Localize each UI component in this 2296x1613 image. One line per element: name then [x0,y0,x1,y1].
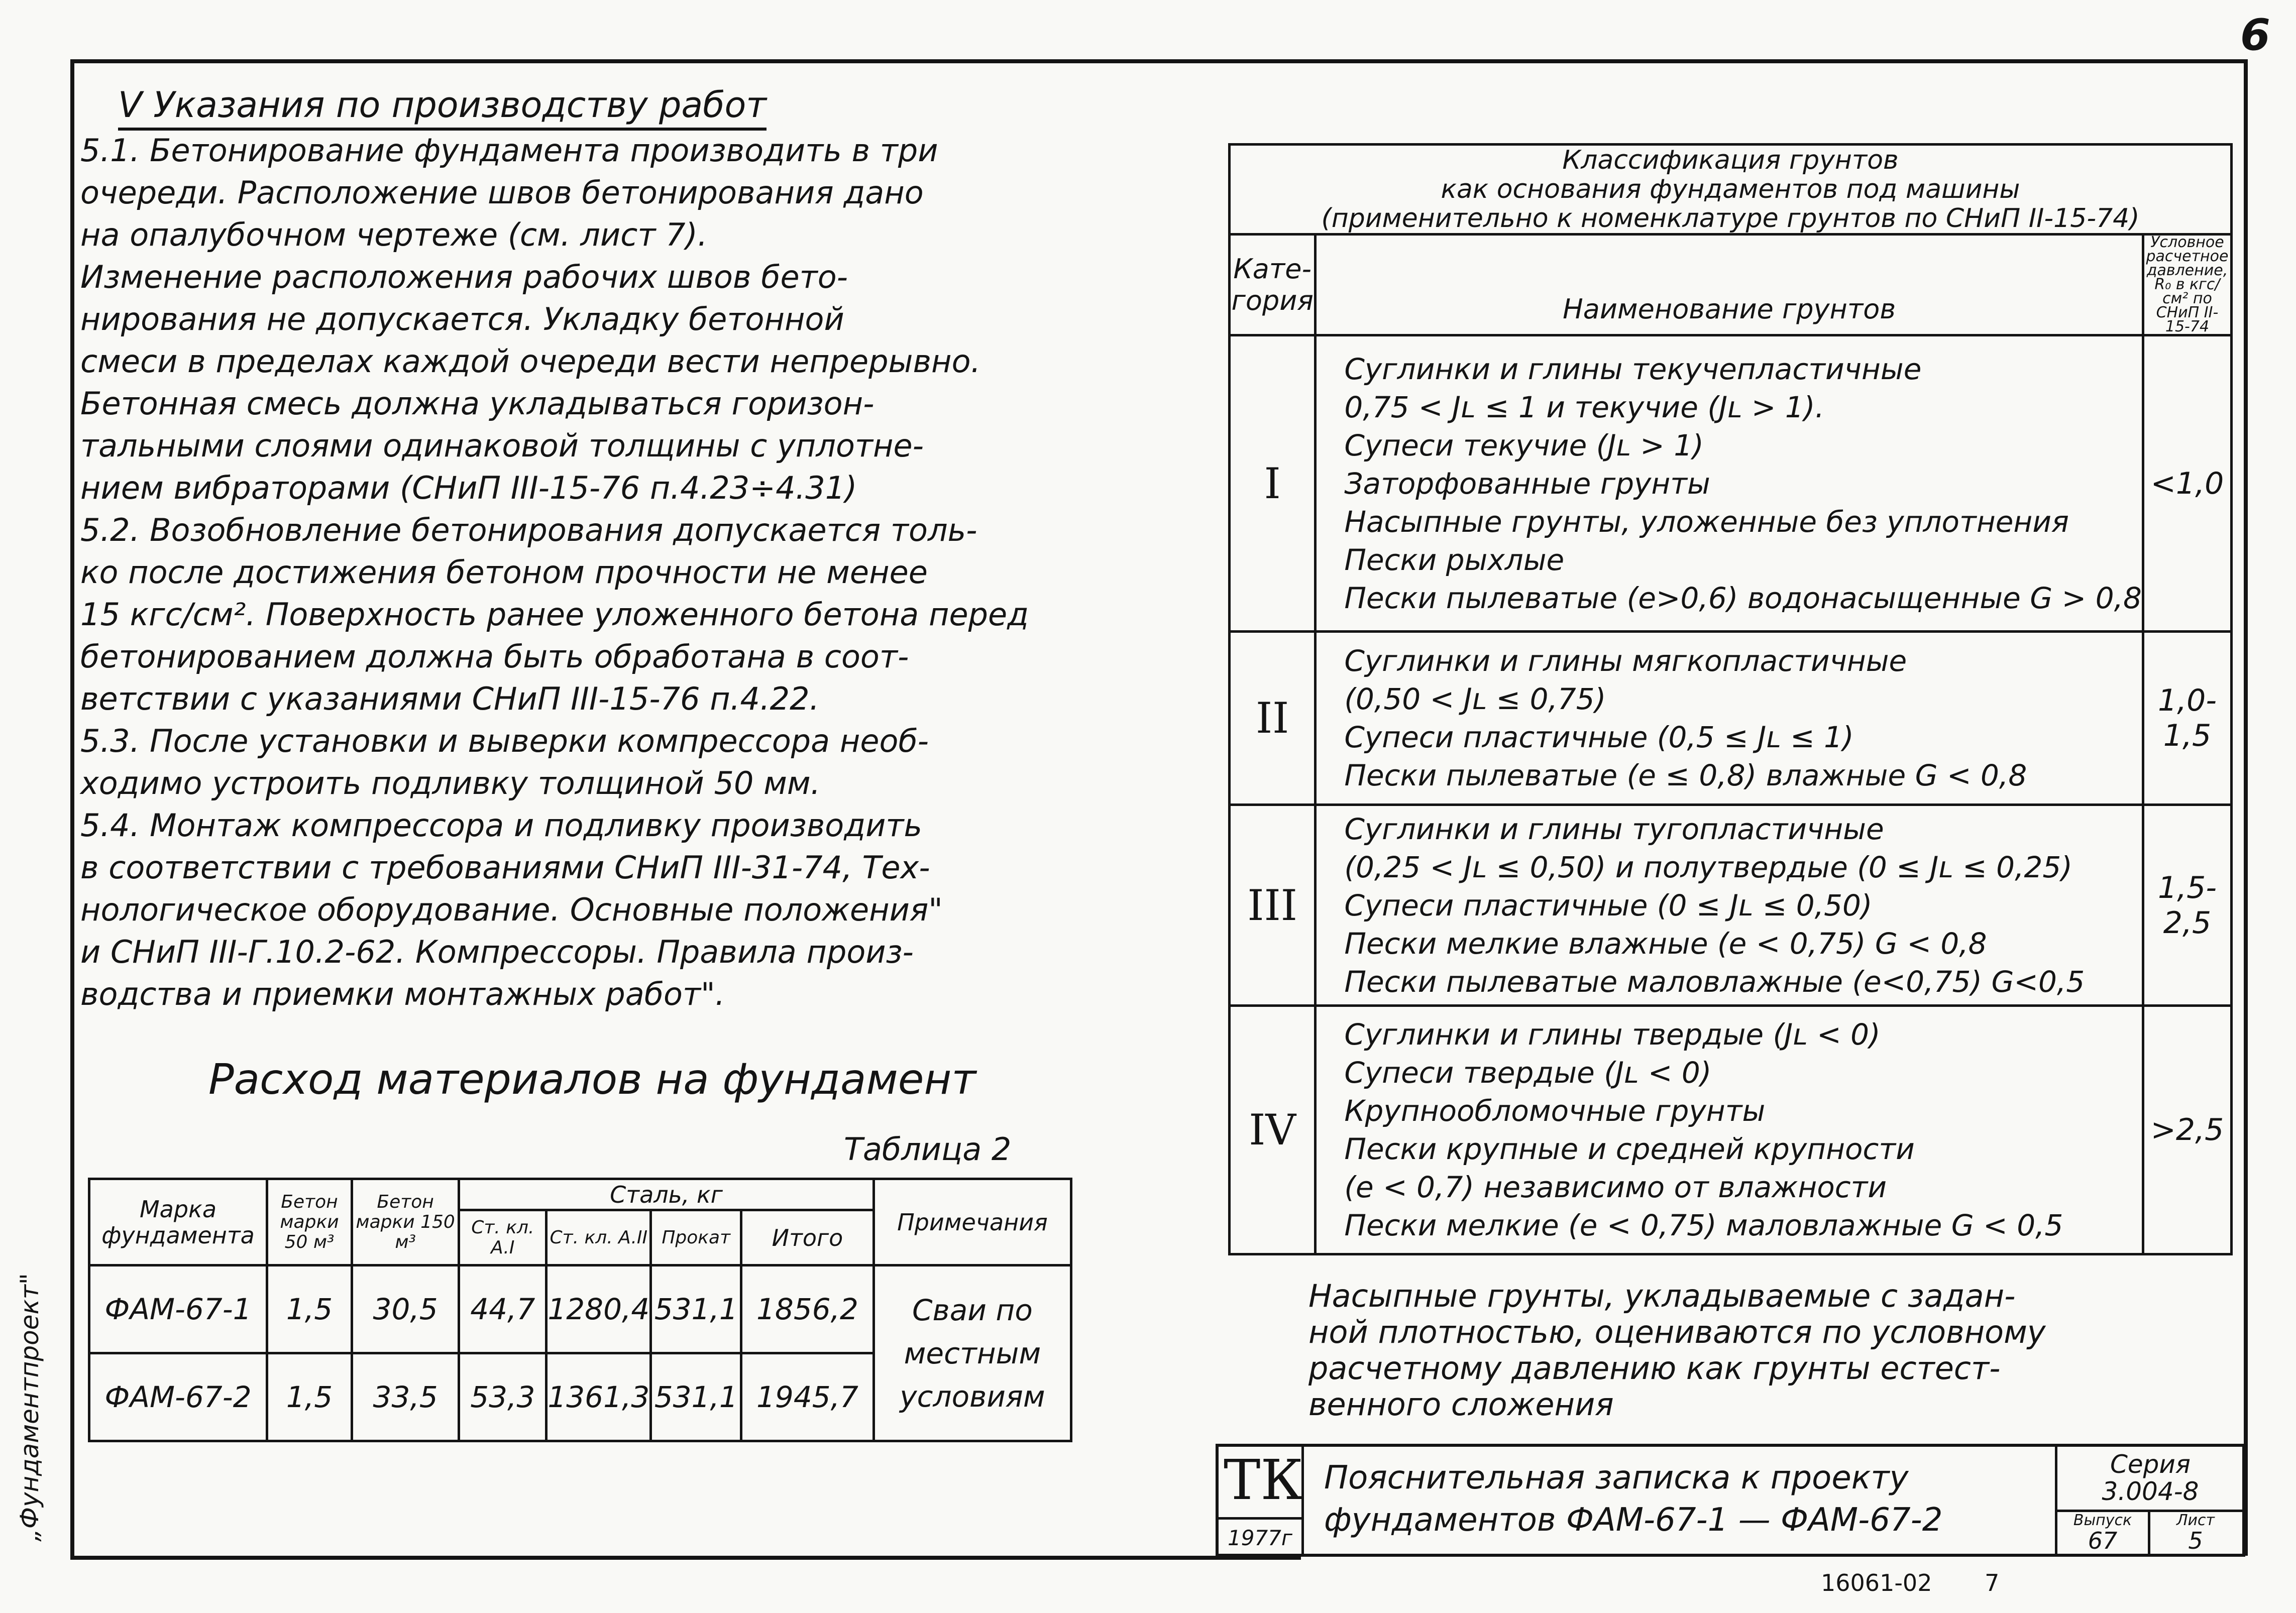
category-cell: II [1230,632,1316,805]
cell-steel-ai: 44,7 [459,1265,546,1353]
cell-concrete-50: 1,5 [267,1353,352,1441]
table-row [1230,632,2232,805]
section-title: V Указания по производству работ [118,84,767,131]
caption-line: (применительно к номенклатуре грунтов по СНиП II-15-74) [1321,203,2140,234]
text-line: бетонированием должна быть обработана в соот- [80,638,909,675]
text-line: ветствии с указаниями СНиП III-15-76 п.4.22. [80,680,820,717]
footer-number: 7 [1985,1569,2000,1596]
sheet-value: 5 [2188,1527,2203,1554]
soil-name: Супеси твердые (Jʟ < 0) [1344,1056,1712,1090]
text-line: тальными слоями одинаковой толщины с уплотне- [80,427,924,464]
paragraph-5-4 [80,762,1105,1015]
sheet-label: Лист [2176,1512,2215,1529]
series-value: 3.004-8 [2102,1477,2199,1506]
soil-name: Пески пылеватые (е ≤ 0,8) влажные G < 0,8 [1344,758,2027,792]
soil-names-cell [1316,335,2143,632]
text-line: Изменение расположения рабочих швов бето- [80,259,848,295]
text-line: 5.4. Монтаж компрессора и подливку производить [80,807,923,844]
table-label: Таблица 2 [844,1131,1012,1168]
cell-concrete-150: 30,5 [352,1265,459,1353]
pressure-value: >2,5 [2143,1006,2231,1254]
soil-name: Пески рыхлые [1344,542,1565,577]
header-category: Кате-гория [1230,235,1316,335]
classification-table [1228,143,2233,1255]
text-line: нирования не допускается. Укладку бетонной [80,301,844,337]
note-line: Сваи по [912,1293,1033,1327]
soil-name: Заторфованные грунты [1344,466,1710,501]
header-mark: Марка фундамента [89,1179,267,1265]
text-line: 15 кгс/см². Поверхность ранее уложенного бетона перед [80,596,1029,633]
side-label: „Фундаментпроект" [15,1273,44,1542]
issue-value: 67 [2088,1527,2118,1554]
table-row [89,1265,1071,1353]
soil-names-cell [1316,805,2143,1006]
cell-notes [873,1265,1071,1441]
soil-name: Супеси пластичные (0,5 ≤ Jʟ ≤ 1) [1344,720,1854,754]
caption-line: Классификация грунтов [1562,145,1899,175]
text-line: 5.2. Возобновление бетонирования допускается толь- [80,512,977,548]
caption-line: как основания фундаментов под машины [1441,174,2020,204]
soil-name: Насыпные грунты, уложенные без уплотнения [1344,504,2069,539]
soil-name: (е < 0,7) независимо от влажности [1344,1170,1887,1204]
text-line: нием вибраторами (СНиП III-15-76 п.4.23÷4.31) [80,470,857,506]
header-steel-aii: Ст. кл. A.II [546,1210,651,1265]
category-cell: IV [1230,1006,1316,1254]
paragraph-5-2 [80,509,1105,720]
note-line: местным [904,1336,1041,1370]
soil-name: Супеси пластичные (0 ≤ Jʟ ≤ 0,50) [1344,888,1873,923]
soil-name: Пески мелкие влажные (е < 0,75) G < 0,8 [1344,926,1987,961]
year: 1977г [1219,1517,1301,1550]
soil-names-cell [1316,1006,2143,1254]
cell-rolled: 531,1 [651,1265,741,1353]
document-title [1324,1457,1942,1541]
series [2057,1451,2243,1505]
header-pressure: Условное расчетное давление, R₀ в кгс/см² по СНиП II-15-74 [2143,235,2231,335]
series-label: Серия [2110,1450,2191,1479]
cell-steel-ai: 53,3 [459,1353,546,1441]
page-bottom-line [70,1556,1301,1560]
issue [2057,1512,2148,1552]
issue-label: Выпуск [2073,1512,2132,1529]
text-line: ко после достижения бетоном прочности не менее [80,554,928,591]
pressure-value: <1,0 [2143,335,2231,632]
header-concrete-50: Бетон марки 50 м³ [267,1179,352,1265]
header-soil-name: Наименование грунтов [1316,235,2143,335]
footer [1821,1569,1999,1596]
header-concrete-150: Бетон марки 150 м³ [352,1179,459,1265]
text-line: нологическое оборудование. Основные положения" [80,891,943,928]
cell-mark: ФАМ-67-1 [89,1265,267,1353]
note-line: условиям [900,1379,1045,1414]
table-row [1230,1006,2232,1254]
text-line: очереди. Расположение швов бетонирования дано [80,174,924,211]
table-row [1230,805,2232,1006]
category-cell: III [1230,805,1316,1006]
text-line: и СНиП III-Г.10.2-62. Компрессоры. Правила произ- [80,934,914,970]
footer-code: 16061-02 [1821,1569,1932,1596]
note-line: Насыпные грунты, укладываемые с задан- [1308,1278,2016,1314]
soil-name: Крупнообломочные грунты [1344,1094,1766,1128]
soil-name: Суглинки и глины мягкопластичные [1344,644,1907,678]
cell-concrete-150: 33,5 [352,1353,459,1441]
text-line: Бетонная смесь должна укладываться горизон- [80,385,874,422]
materials-table [88,1178,1072,1442]
soil-name: Пески мелкие (е < 0,75) маловлажные G < 0,5 [1344,1208,2063,1242]
cell-total: 1856,2 [741,1265,874,1353]
pressure-value: 1,0-1,5 [2143,632,2231,805]
text-line: в соответствии с требованиями СНиП III-31-74, Тех- [80,849,930,886]
soil-name: (0,25 < Jʟ ≤ 0,50) и полутвердые (0 ≤ Jʟ ≤ 0,25) [1344,850,2072,884]
header-rolled: Прокат [651,1210,741,1265]
soil-name: Суглинки и глины тугопластичные [1344,812,1884,846]
text-line: 5.3. После установки и выверки компрессора необ- [80,723,929,759]
text-line: ходимо устроить подливку толщиной 50 мм. [80,765,821,801]
header-total: Итого [741,1210,874,1265]
title-block [1216,1444,2245,1557]
soil-name: (0,50 < Jʟ ≤ 0,75) [1344,682,1606,716]
cell-concrete-50: 1,5 [267,1265,352,1353]
category-cell: I [1230,335,1316,632]
text-line: смеси в пределах каждой очереди вести непрерывно. [80,343,981,380]
soil-name: Пески крупные и средней крупности [1344,1132,1915,1166]
soil-name: Супеси текучие (Jʟ > 1) [1344,428,1704,463]
header-steel-ai: Ст. кл. A.I [459,1210,546,1265]
sheet [2150,1512,2241,1552]
table-row [1230,335,2232,632]
title-line: Пояснительная записка к проекту [1324,1459,1909,1496]
header-notes: Примечания [873,1179,1071,1265]
text-line: на опалубочном чертеже (см. лист 7). [80,216,708,253]
title-line: фундаментов ФАМ-67-1 — ФАМ-67-2 [1324,1502,1943,1539]
soil-name: Суглинки и глины текучепластичные [1344,352,1922,386]
soil-name: Пески пылеватые маловлажные (е<0,75) G<0,5 [1344,964,2085,999]
text-line: 5.1. Бетонирование фундамента производить в три [80,132,938,169]
cell-mark: ФАМ-67-2 [89,1353,267,1441]
cell-steel-aii: 1280,4 [546,1265,651,1353]
tk-logo: ТК [1224,1448,1303,1512]
divider [1301,1447,1304,1554]
soil-names-cell [1316,632,2143,805]
paragraph-5-1 [80,130,1105,509]
cell-steel-aii: 1361,3 [546,1353,651,1441]
consumption-title: Расход материалов на фундамент [208,1055,976,1104]
note-line: венного сложения [1308,1386,1614,1423]
fill-soil-note [1308,1278,2046,1423]
soil-name: Суглинки и глины твердые (Jʟ < 0) [1344,1017,1881,1052]
text-line: водства и приемки монтажных работ". [80,976,725,1012]
note-line: ной плотностью, оцениваются по условному [1308,1314,2046,1350]
pressure-value: 1,5-2,5 [2143,805,2231,1006]
cell-rolled: 531,1 [651,1353,741,1441]
page-number: 6 [2240,10,2270,60]
note-line: расчетному давлению как грунты естест- [1308,1350,2001,1387]
cell-total: 1945,7 [741,1353,874,1441]
soil-name: 0,75 < Jʟ ≤ 1 и текучие (Jʟ > 1). [1344,390,1824,424]
header-steel: Сталь, кг [459,1179,874,1210]
soil-name: Пески пылеватые (е>0,6) водонасыщенные G > 0,8 [1344,581,2142,615]
classification-caption [1230,145,2232,235]
